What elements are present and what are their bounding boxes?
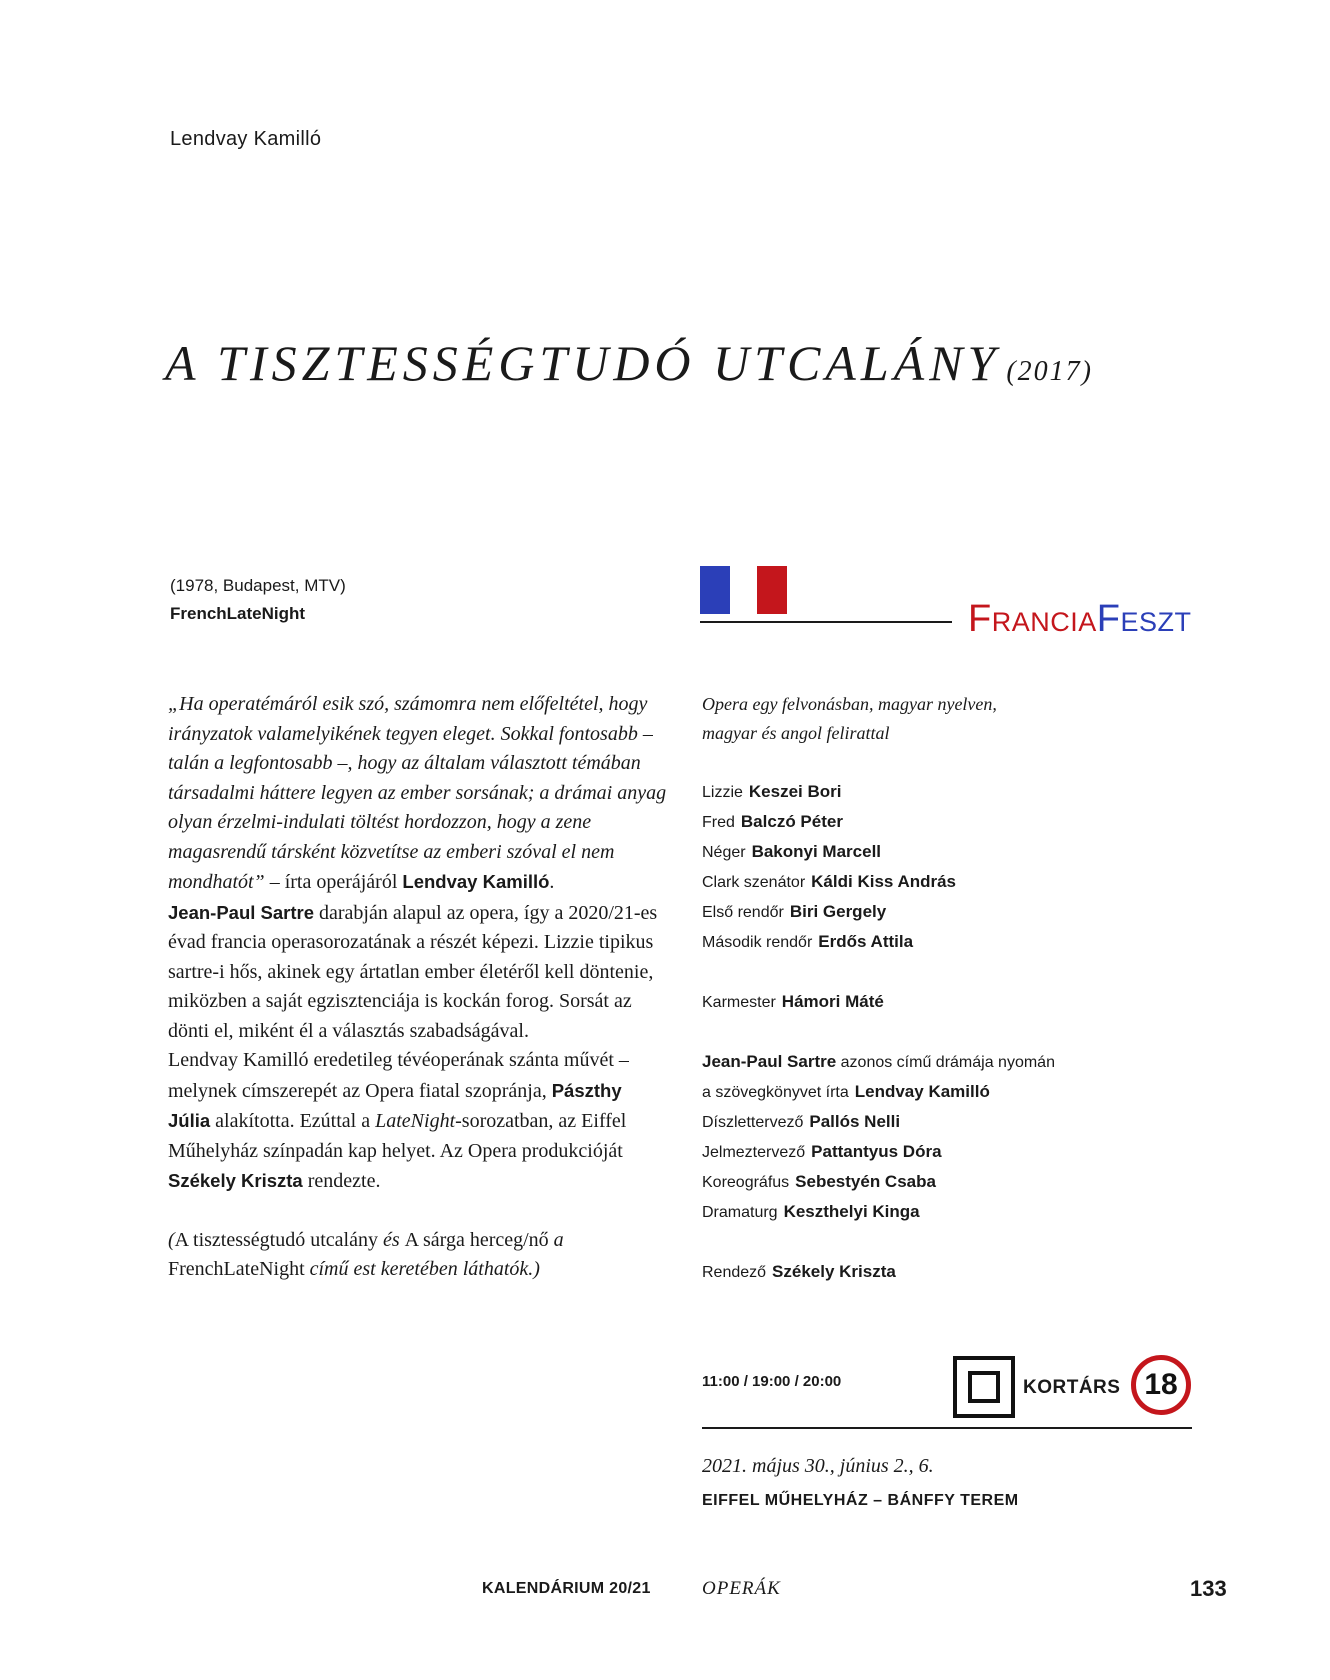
libretto-role: a szövegkönyvet írta bbox=[702, 1084, 849, 1101]
director-row bbox=[702, 1262, 896, 1282]
conductor-role: Karmester bbox=[702, 994, 776, 1011]
cast-name: Erdős Attila bbox=[818, 932, 914, 951]
director-name: Székely Kriszta bbox=[772, 1262, 896, 1281]
italic-span: LateNight bbox=[375, 1110, 456, 1132]
source-role: azonos című drámája nyomán bbox=[840, 1054, 1055, 1071]
cast-row bbox=[702, 872, 956, 892]
cast-row bbox=[702, 812, 843, 832]
logo-part-2: Feszt bbox=[1096, 598, 1192, 640]
venue: EIFFEL MŰHELYHÁZ – BÁNFFY TEREM bbox=[702, 1492, 1019, 1509]
libretto-row bbox=[702, 1082, 990, 1102]
text-span: A tisztességtudó utcalány bbox=[174, 1228, 378, 1251]
composer-name: Lendvay Kamilló bbox=[170, 128, 322, 150]
show-times: 11:00 / 19:00 / 20:00 bbox=[702, 1373, 842, 1390]
title-main: A TISZTESSÉGTUDÓ UTCALÁNY bbox=[165, 335, 1001, 391]
creative-name: Pallós Nelli bbox=[809, 1112, 901, 1131]
text-span: rendezte. bbox=[302, 1170, 381, 1192]
text-span: -sorozatban, az Eiffel Műhelyház színpadán kap helyet. Az Opera produkcióját bbox=[168, 1110, 627, 1162]
text-span: – írta operájáról bbox=[264, 871, 403, 893]
series-name: FrenchLateNight bbox=[170, 604, 306, 623]
conductor-name: Hámori Máté bbox=[781, 992, 884, 1011]
creative-role: Jelmeztervező bbox=[702, 1144, 806, 1161]
creative-row bbox=[702, 1142, 942, 1162]
cast-role: Lizzie bbox=[702, 784, 743, 801]
cast-role: Első rendőr bbox=[702, 904, 784, 921]
paragraph-1 bbox=[168, 690, 668, 898]
footer-section: OPERÁK bbox=[702, 1578, 781, 1599]
category-label: KORTÁRS bbox=[1023, 1377, 1121, 1398]
cast-name: Bakonyi Marcell bbox=[751, 842, 882, 861]
creative-name: Pattantyus Dóra bbox=[811, 1142, 942, 1161]
genre-line-2: magyar és angol felirattal bbox=[702, 723, 890, 743]
cast-role: Második rendőr bbox=[702, 934, 813, 951]
logo-part-1: Francia bbox=[968, 598, 1097, 640]
cast-row bbox=[702, 782, 842, 802]
libretto-name: Lendvay Kamilló bbox=[854, 1082, 990, 1101]
kortars-inner-square bbox=[968, 1371, 1000, 1403]
logo-divider bbox=[700, 621, 952, 623]
title-year: (2017) bbox=[1006, 356, 1094, 387]
creative-name: Sebestyén Csaba bbox=[795, 1172, 936, 1191]
creative-name: Keszthelyi Kinga bbox=[783, 1202, 920, 1221]
age-rating-badge: 18 bbox=[1131, 1355, 1191, 1415]
source-row bbox=[702, 1052, 1055, 1072]
italic-span: ( bbox=[168, 1228, 175, 1251]
creative-row bbox=[702, 1112, 900, 1132]
creative-role: Dramaturg bbox=[702, 1204, 778, 1221]
director-role: Rendező bbox=[702, 1264, 767, 1281]
genre-line-1: Opera egy felvonásban, magyar nyelven, bbox=[702, 694, 997, 714]
highlight-name: Jean-Paul Sartre bbox=[168, 901, 315, 923]
kortars-square-icon bbox=[953, 1356, 1015, 1418]
origin-info: (1978, Budapest, MTV) bbox=[170, 576, 346, 595]
program-note bbox=[168, 1226, 668, 1285]
info-divider bbox=[702, 1427, 1192, 1429]
paragraph-2 bbox=[168, 898, 668, 1047]
cast-row bbox=[702, 902, 886, 922]
cast-row bbox=[702, 932, 913, 952]
text-span: A sárga herceg/nő bbox=[404, 1228, 549, 1251]
text-span: . bbox=[549, 871, 555, 893]
cast-role: Clark szenátor bbox=[702, 874, 806, 891]
cast-name: Biri Gergely bbox=[789, 902, 887, 921]
text-span: alakította. Ezúttal a bbox=[210, 1110, 376, 1132]
creative-row bbox=[702, 1202, 920, 1222]
italic-span: a bbox=[548, 1228, 564, 1251]
cast-name: Keszei Bori bbox=[748, 782, 842, 801]
footer-publication: KALENDÁRIUM 20/21 bbox=[482, 1580, 651, 1597]
page-number: 133 bbox=[1190, 1576, 1227, 1601]
franciafeszt-logo bbox=[968, 598, 1191, 641]
italic-span: című est keretében láthatók.) bbox=[304, 1258, 540, 1280]
genre-description bbox=[702, 690, 997, 748]
highlight-name: Lendvay Kamilló bbox=[402, 871, 550, 892]
performance-dates: 2021. május 30., június 2., 6. bbox=[702, 1455, 934, 1477]
conductor-row bbox=[702, 992, 884, 1012]
cast-row bbox=[702, 842, 881, 862]
article-body bbox=[168, 690, 668, 1285]
cast-name: Balczó Péter bbox=[740, 812, 843, 831]
composer-quote: „Ha operatémáról esik szó, számomra nem előfeltétel, hogy irányzatok valamelyikének tegyen eleget. Sokkal fontosabb – talán a legfontosabb –, hogy az általam választott témában társadalmi háttere legyen az ember sorsának; a drámai anyag olyan érzelmi-indulati töltést hordozzon, hogy a zene magasrendű társként közvetítse az emberi szóval el nem mondhatót” bbox=[168, 693, 667, 893]
highlight-name: Székely Kriszta bbox=[168, 1170, 303, 1191]
creative-role: Koreográfus bbox=[702, 1174, 790, 1191]
creative-role: Díszlettervező bbox=[702, 1114, 804, 1131]
highlight-name: Pászthy Júlia bbox=[168, 1079, 622, 1131]
text-span: darabján alapul az opera, így a 2020/21-es évad francia operasorozatának a részét képezi. Lizzie tipikus sartre-i hős, akinek egy ártatlan ember életéről kell döntenie, miközben a saját egzisztenciája is kockán forog. Sorsát az dönti el, miként él a választás szabadságával. bbox=[168, 901, 658, 1042]
page-title bbox=[165, 334, 1093, 392]
cast-name: Káldi Kiss András bbox=[811, 872, 957, 891]
italic-span: és bbox=[377, 1228, 405, 1251]
source-author: Jean-Paul Sartre bbox=[702, 1052, 837, 1071]
cast-role: Fred bbox=[702, 814, 735, 831]
creative-row bbox=[702, 1172, 936, 1192]
paragraph-3 bbox=[168, 1046, 668, 1197]
flag-red-stripe bbox=[757, 566, 787, 614]
text-span: Lendvay Kamilló eredetileg tévéoperának szánta művét – melynek címszerepét az Opera fiatal szopránja, bbox=[168, 1049, 629, 1102]
cast-role: Néger bbox=[702, 844, 746, 861]
text-span: FrenchLateNight bbox=[168, 1258, 305, 1280]
flag-blue-stripe bbox=[700, 566, 730, 614]
